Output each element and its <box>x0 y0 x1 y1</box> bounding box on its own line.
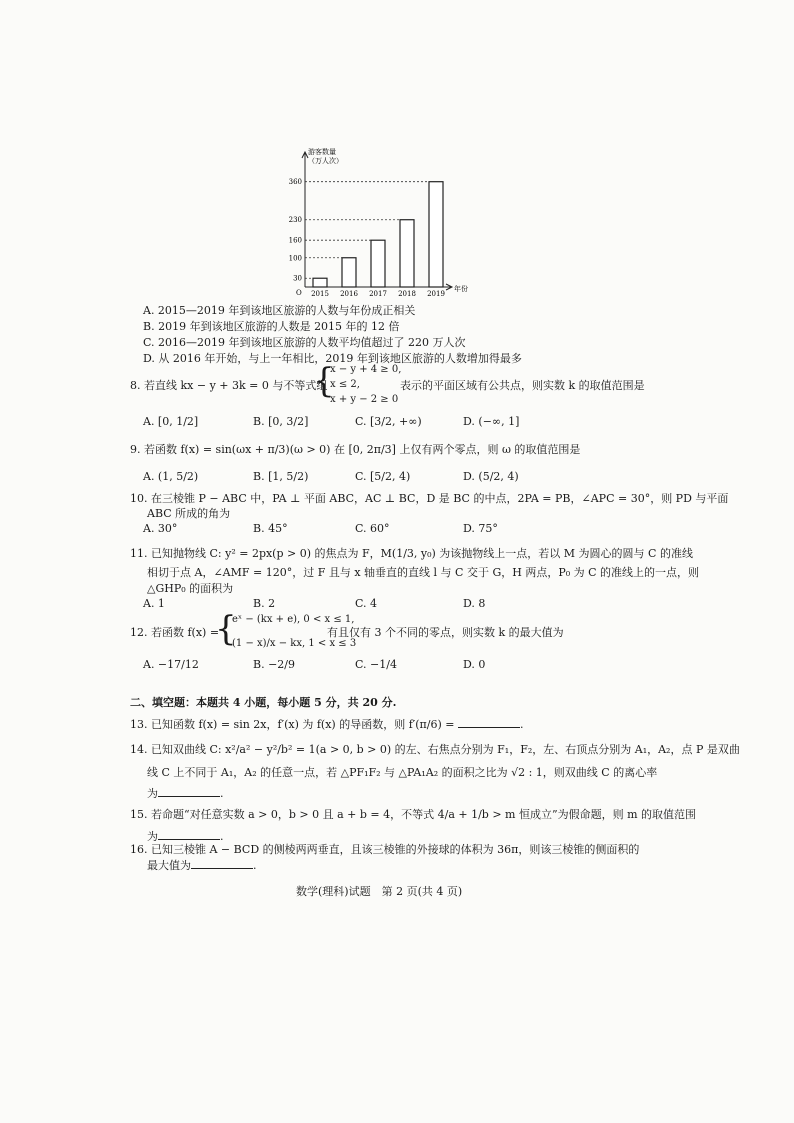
x-tick-label: 2016 <box>340 290 358 298</box>
section-2-heading: 二、填空题：本题共 4 小题，每小题 5 分，共 20 分. <box>130 696 397 709</box>
q11-line-3: △GHP₀ 的面积为 <box>147 582 234 595</box>
q10-option-a: A. 30° <box>143 522 178 535</box>
bar <box>429 182 443 287</box>
q16-line-2: 最大值为 . <box>147 859 257 872</box>
q9-option-d: D. (5/2, 4) <box>463 470 519 483</box>
q11-option-b: B. 2 <box>253 597 276 610</box>
q10-option-d: D. 75° <box>463 522 498 535</box>
origin-label: O <box>296 289 302 297</box>
q14-line-3: 为 . <box>147 787 224 800</box>
q8-option-b: B. [0, 3/2] <box>253 415 309 428</box>
q8-option-a: A. [0, 1/2] <box>143 415 199 428</box>
q9-option-b: B. [1, 5/2) <box>253 470 309 483</box>
q14-line-1: 14. 已知双曲线 C: x²/a² − y²/b² = 1(a > 0, b > 0) 的左、右焦点分别为 F₁，F₂，左、右顶点分别为 A₁，A₂，点 P 是双曲 <box>130 743 740 756</box>
q12-brace: { <box>215 609 237 649</box>
q7-option-a: A. 2015—2019 年到该地区旅游的人数与年份成正相关 <box>143 304 416 317</box>
q10-line-1: 10. 在三棱锥 P − ABC 中，PA ⊥ 平面 ABC，AC ⊥ BC，D 是 BC 的中点，2PA = PB，∠APC = 30°，则 PD 与平面 <box>130 492 729 505</box>
q12-option-b: B. −2/9 <box>253 658 295 671</box>
q12-option-d: D. 0 <box>463 658 486 671</box>
y-tick-label: 100 <box>288 254 302 263</box>
q8-system-line-3: x + y − 2 ≥ 0 <box>330 394 399 405</box>
q13: 13. 已知函数 f(x) = sin 2x，f′(x) 为 f(x) 的导函数，则 f′(π/6) = . <box>130 718 524 731</box>
x-tick-label: 2017 <box>369 290 387 298</box>
q11-option-c: C. 4 <box>355 597 378 610</box>
x-axis-label: 年份 <box>454 285 468 293</box>
q12-option-c: C. −1/4 <box>355 658 397 671</box>
q12-option-a: A. −17/12 <box>143 658 199 671</box>
q11-line-2: 相切于点 A，∠AMF = 120°，过 F 且与 x 轴垂直的直线 l 与 C 交于 G，H 两点，P₀ 为 C 的准线上的一点，则 <box>147 566 700 579</box>
q8-option-c: C. [3/2, +∞) <box>355 415 422 428</box>
q7-option-c: C. 2016—2019 年到该地区旅游的人数平均值超过了 220 万人次 <box>143 336 466 349</box>
q8-brace: { <box>313 361 335 401</box>
y-tick-label: 160 <box>288 236 302 245</box>
bar <box>313 278 327 287</box>
q10-option-b: B. 45° <box>253 522 288 535</box>
q16-line-1: 16. 已知三棱锥 A − BCD 的侧棱两两垂直，且该三棱锥的外接球的体积为 36π，则该三棱锥的侧面积的 <box>130 843 640 856</box>
q14-line-2: 线 C 上不同于 A₁，A₂ 的任意一点，若 △PF₁F₂ 与 △PA₁A₂ 的面积之比为 √2 : 1，则双曲线 C 的离心率 <box>147 766 658 779</box>
q7-option-b: B. 2019 年到该地区旅游的人数是 2015 年的 12 倍 <box>143 320 400 333</box>
q8-system-line-2: x ≤ 2, <box>330 379 360 390</box>
q9-option-c: C. [5/2, 4) <box>355 470 411 483</box>
q16-answer-blank <box>191 858 253 869</box>
q8-system-line-1: x − y + 4 ≥ 0, <box>330 364 402 375</box>
q15-line-2-text: 为 <box>147 830 158 843</box>
q16-line-2-text: 最大值为 <box>147 859 191 872</box>
q10-option-c: C. 60° <box>355 522 390 535</box>
y-tick-label: 230 <box>288 216 302 225</box>
q15-line-1: 15. 若命题“对任意实数 a > 0，b > 0 且 a + b = 4，不等式 4/a + 1/b > m 恒成立”为假命题，则 m 的取值范围 <box>130 808 697 821</box>
x-tick-label: 2018 <box>398 290 416 298</box>
q14-line-3-text: 为 <box>147 787 158 800</box>
q12-case-2: (1 − x)/x − kx, 1 < x ≤ 3 <box>232 638 357 649</box>
x-tick-label: 2015 <box>311 290 329 298</box>
y-tick-label: 360 <box>288 178 302 187</box>
q8-stem-b: 表示的平面区域有公共点，则实数 k 的取值范围是 <box>400 379 645 392</box>
q15-answer-blank <box>158 829 220 840</box>
q11-option-a: A. 1 <box>143 597 165 610</box>
bar <box>400 220 414 287</box>
q13-stem: 13. 已知函数 f(x) = sin 2x，f′(x) 为 f(x) 的导函数，则 f′(π/6) = <box>130 718 455 731</box>
q15-line-2: 为 . <box>147 830 224 843</box>
q13-answer-blank <box>458 717 520 728</box>
q14-answer-blank <box>158 786 220 797</box>
q10-line-2: ABC 所成的角为 <box>147 507 231 520</box>
q11-line-1: 11. 已知抛物线 C: y² = 2px(p > 0) 的焦点为 F，M(1/3, y₀) 为该抛物线上一点，若以 M 为圆心的圆与 C 的准线 <box>130 547 693 560</box>
q9-option-a: A. (1, 5/2) <box>143 470 199 483</box>
y-tick-label: 30 <box>293 274 302 283</box>
bar <box>342 258 356 287</box>
q8-option-d: D. (−∞, 1] <box>463 415 520 428</box>
page-footer: 数学(理科)试题 第 2 页(共 4 页) <box>296 885 463 898</box>
q7-option-d: D. 从 2016 年开始，与上一年相比，2019 年到该地区旅游的人数增加得最多 <box>143 352 522 365</box>
q12-stem-a: 12. 若函数 f(x) = <box>130 626 220 639</box>
bar <box>371 240 385 287</box>
q9-stem: 9. 若函数 f(x) = sin(ωx + π/3)(ω > 0) 在 [0, 2π/3] 上仅有两个零点，则 ω 的取值范围是 <box>130 443 581 456</box>
y-axis-label-line-2: （万人次） <box>308 157 343 165</box>
y-axis-label-line-1: 游客数量 <box>308 148 336 156</box>
q8-stem-a: 8. 若直线 kx − y + 3k = 0 与不等式组 <box>130 379 328 392</box>
q12-stem-b: 有且仅有 3 个不同的零点，则实数 k 的最大值为 <box>327 626 564 639</box>
x-tick-label: 2019 <box>427 290 445 298</box>
q12-case-1: eˣ − (kx + e), 0 < x ≤ 1, <box>232 614 355 625</box>
q11-option-d: D. 8 <box>463 597 486 610</box>
bar-chart <box>280 140 510 305</box>
